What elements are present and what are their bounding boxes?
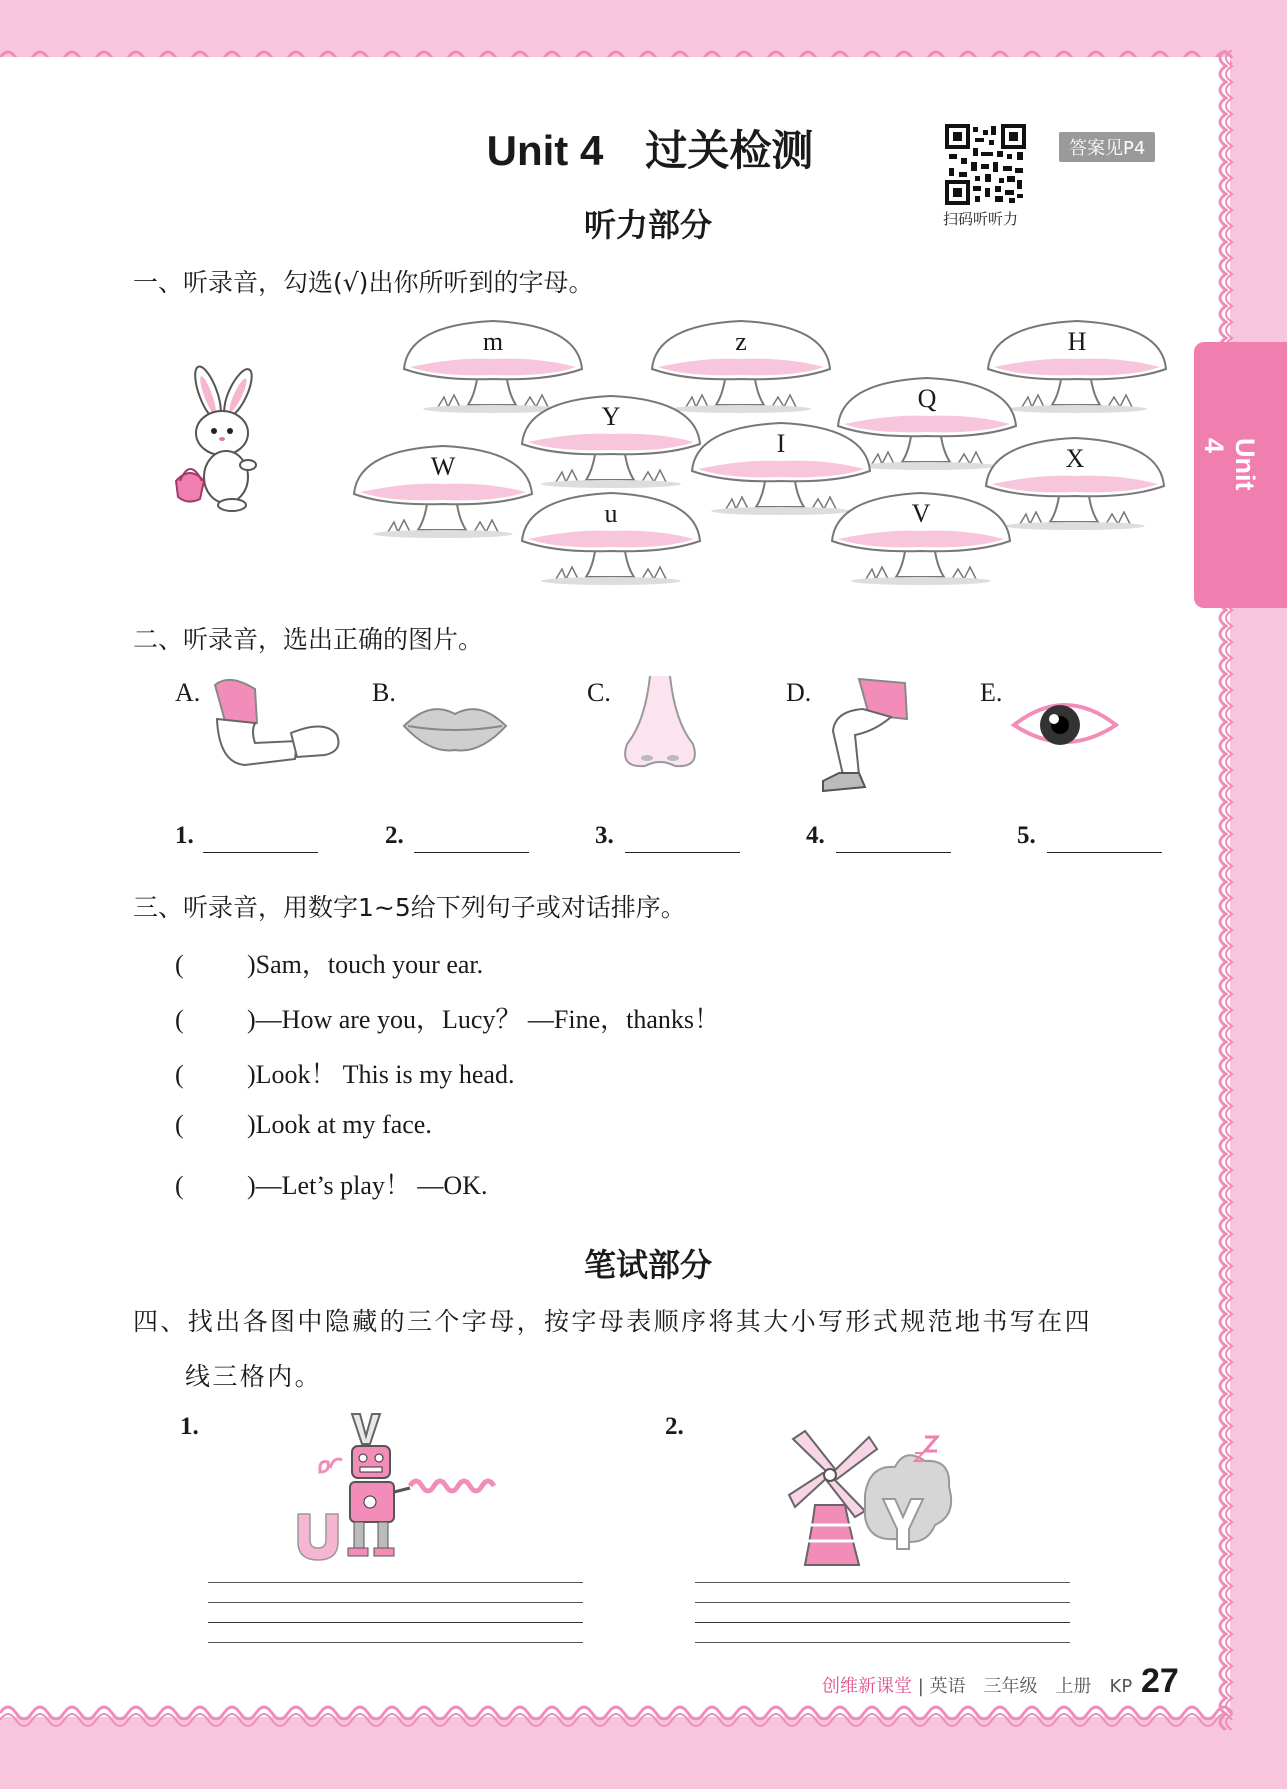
footer-brand: 创维新课堂 | 英语 三年级 上册 KP	[822, 1676, 1133, 1697]
order-item-text: —Let’s play！ —OK.	[255, 1171, 488, 1200]
mushroom-letter: Q	[917, 384, 937, 413]
order-answer-box[interactable]: (	[175, 1171, 184, 1200]
brand-name: 创维新课堂	[822, 1676, 912, 1697]
writing-section-heading: 笔试部分	[583, 1246, 712, 1284]
blank-4-answer[interactable]	[836, 852, 951, 853]
order-item-5: ( )—Let’s play！ —OK.	[175, 1171, 488, 1200]
qr-code-icon[interactable]	[945, 124, 1026, 205]
nose-icon[interactable]	[615, 672, 705, 772]
mushroom-letter: W	[430, 452, 456, 481]
option-c-label: C.	[587, 678, 611, 707]
option-e-label: E.	[980, 678, 1003, 707]
blank-5-answer[interactable]	[1047, 852, 1162, 853]
order-answer-box[interactable]: (	[175, 950, 184, 979]
question-4-prompt-line-1: 四、找出各图中隐藏的三个字母，按字母表顺序将其大小写形式规范地书写在四	[133, 1307, 1093, 1336]
windmill-hidden-letters-icon	[785, 1425, 960, 1570]
mushroom-letter: Y	[601, 402, 621, 431]
page-number: 27	[1141, 1662, 1179, 1700]
side-tab-label: Unit 4	[1199, 438, 1260, 491]
blank-1-number: 1.	[175, 822, 194, 849]
question-2-prompt: 二、听录音，选出正确的图片。	[133, 625, 484, 654]
mushroom-letter: V	[911, 499, 931, 528]
blank-3-answer[interactable]	[625, 852, 740, 853]
q4-item-1-number: 1.	[180, 1413, 199, 1440]
option-d-label: D.	[786, 678, 812, 707]
four-line-grid-2[interactable]	[695, 1582, 1070, 1662]
blank-5-number: 5.	[1017, 822, 1036, 849]
book-info: 英语 三年级 上册 KP	[929, 1676, 1133, 1697]
order-item-1: ( )Sam，touch your ear.	[175, 950, 484, 979]
option-a-label: A.	[175, 678, 201, 707]
qr-listen-label: 扫码听听力	[943, 210, 1019, 228]
order-answer-box[interactable]: (	[175, 1005, 184, 1034]
four-line-grid-1[interactable]	[208, 1582, 583, 1662]
order-item-text: Look！ This is my head.	[255, 1060, 515, 1089]
leg-icon[interactable]	[815, 675, 915, 800]
right-wave-border	[1212, 50, 1240, 1730]
option-b-label: B.	[372, 678, 396, 707]
blank-2-number: 2.	[385, 822, 404, 849]
robot-hidden-letters-icon	[290, 1410, 505, 1565]
bottom-wave-border	[0, 1703, 1240, 1731]
mushroom-letter: z	[735, 327, 747, 356]
q4-item-2-number: 2.	[665, 1413, 684, 1440]
mushroom-letter: u	[604, 499, 618, 528]
eye-icon[interactable]	[1010, 695, 1120, 755]
order-answer-box[interactable]: (	[175, 1060, 184, 1089]
order-answer-box[interactable]: (	[175, 1110, 184, 1139]
mushroom-letter: X	[1065, 444, 1085, 473]
question-4-prompt-line-2: 线三格内。	[185, 1362, 323, 1391]
arm-icon[interactable]	[205, 675, 345, 775]
rabbit-icon	[170, 365, 280, 515]
blank-2-answer[interactable]	[414, 852, 529, 853]
unit-side-tab[interactable]	[1194, 342, 1287, 608]
mouth-icon[interactable]	[400, 700, 510, 755]
worksheet-page	[0, 57, 1230, 1717]
order-item-4: ( )Look at my face.	[175, 1110, 432, 1139]
order-item-3: ( )Look！ This is my head.	[175, 1060, 515, 1089]
mushroom-letter: m	[482, 327, 504, 356]
mushroom-letter: I	[776, 429, 786, 458]
order-item-text: —How are you，Lucy？ —Fine，thanks！	[255, 1005, 720, 1034]
order-item-text: Sam，touch your ear.	[255, 950, 484, 979]
blank-3-number: 3.	[595, 822, 614, 849]
order-item-text: Look at my face.	[255, 1110, 432, 1139]
listening-section-heading: 听力部分	[583, 206, 712, 244]
order-item-2: ( )—How are you，Lucy？ —Fine，thanks！	[175, 1005, 720, 1034]
answer-reference-badge: 答案见P4	[1059, 132, 1155, 162]
question-3-prompt: 三、听录音，用数字1~5给下列句子或对话排序。	[133, 893, 686, 922]
blank-1-answer[interactable]	[203, 852, 318, 853]
question-1-prompt: 一、听录音，勾选(√)出你所听到的字母。	[133, 268, 594, 297]
blank-4-number: 4.	[806, 822, 825, 849]
page-title: Unit 4 过关检测	[486, 127, 814, 174]
mushroom-letter: H	[1067, 327, 1087, 356]
